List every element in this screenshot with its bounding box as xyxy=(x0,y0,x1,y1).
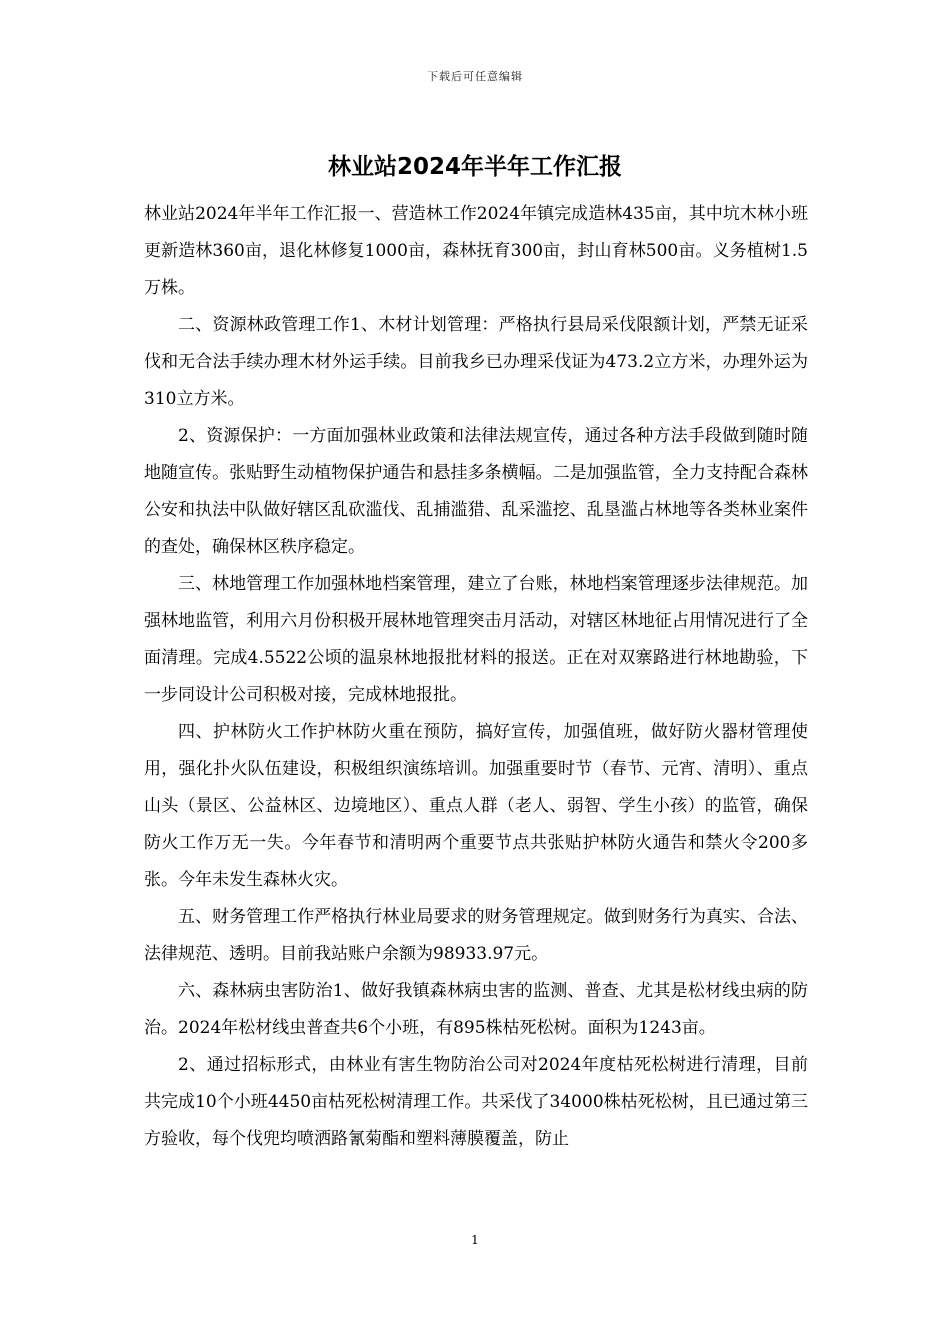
page-number: 1 xyxy=(471,1233,479,1247)
paragraph-pest-control: 六、森林病虫害防治1、做好我镇森林病虫害的监测、普查、尤其是松材线虫病的防治。2024年松材线虫普查共6个小班，有895株枯死松树。面积为1243亩。 xyxy=(144,981,808,1038)
paragraph-forest-land: 三、林地管理工作加强林地档案管理，建立了台账，林地档案管理逐步法律规范。加强林地监管，利用六月份积极开展林地管理突击月活动，对辖区林地征占用情况进行了全面清理。完成4.5522公顷的温泉林地报批材料的报送。正在对双寨路进行林地勘验，下一步同设计公司积极对接，完成林地报批。 xyxy=(144,574,808,705)
paragraph-pest-cleanup: 2、通过招标形式，由林业有害生物防治公司对2024年度枯死松树进行清理，目前共完成10个小班4450亩枯死松树清理工作。共采伐了34000株枯死松树，且已通过第三方验收，每个伐兜均喷洒路氰菊酯和塑料薄膜覆盖，防止 xyxy=(144,1055,808,1149)
paragraph-resource-admin: 二、资源林政管理工作1、木材计划管理：严格执行县局采伐限额计划，严禁无证采伐和无合法手续办理木材外运手续。目前我乡已办理采伐证为473.2立方米，办理外运为310立方米。 xyxy=(144,315,808,409)
paragraph-fire-prevention: 四、护林防火工作护林防火重在预防，搞好宣传，加强值班，做好防火器材管理使用，强化扑火队伍建设，积极组织演练培训。加强重要时节（春节、元宵、清明）、重点山头（景区、公益林区、边境地区）、重点人群（老人、弱智、学生小孩）的监管，确保防火工作万无一失。今年春节和清明两个重要节点共张贴护林防火通告和禁火令200多张。今年未发生森林火灾。 xyxy=(144,722,808,890)
paragraph-finance: 五、财务管理工作严格执行林业局要求的财务管理规定。做到财务行为真实、合法、法律规范、透明。目前我站账户余额为98933.97元。 xyxy=(144,907,808,964)
paragraph-intro: 林业站2024年半年工作汇报一、营造林工作2024年镇完成造林435亩，其中坑木林小班更新造林360亩，退化林修复1000亩，森林抚育300亩，封山育林500亩。义务植树1.5万株。 xyxy=(144,204,808,298)
document-title: 林业站2024年半年工作汇报 xyxy=(327,154,622,180)
header-note: 下载后可任意编辑 xyxy=(427,70,523,83)
document-body xyxy=(144,196,808,1158)
paragraph-resource-protection: 2、资源保护：一方面加强林业政策和法律法规宣传，通过各种方法手段做到随时随地随宣传。张贴野生动植物保护通告和悬挂多条横幅。二是加强监管，全力支持配合森林公安和执法中队做好辖区乱砍滥伐、乱捕滥猎、乱采滥挖、乱垦滥占林地等各类林业案件的查处，确保林区秩序稳定。 xyxy=(144,426,808,557)
